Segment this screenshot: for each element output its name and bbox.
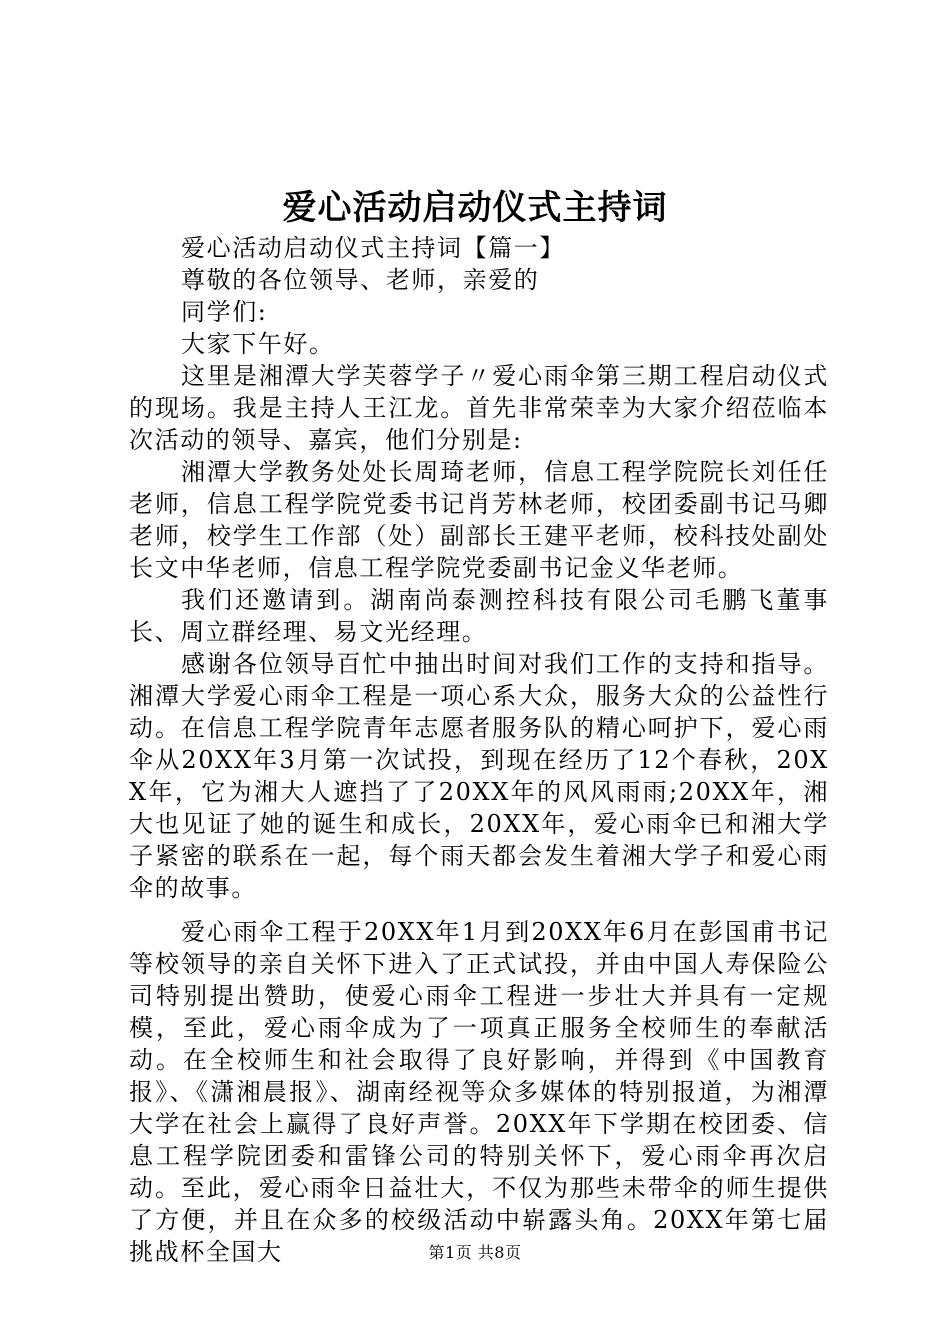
document-body — [129, 232, 829, 1268]
paragraph-history: 爱心雨伞工程于20XX年1月到20XX年6月在彭国甫书记等校领导的亲自关怀下进入了正式试投，并由中国人寿保险公司特别提出赞助，使爱心雨伞工程进一步壮大并具有一定规模，至此，爱心雨伞成为了一项真正服务全校师生的奉献活动。在全校师生和社会取得了良好影响，并得到《中国教育报》、《潇湘晨报》、湖南经视等众多媒体的特别报道，为湘潭大学在社会上赢得了良好声誉。20XX年下学期在校团委、信息工程学院团委和雷锋公司的特别关怀下，爱心雨伞再次启动。至此，爱心雨伞日益壮大，不仅为那些未带伞的师生提供了方便，并且在众多的校级活动中崭露头角。20XX年第七届挑战杯全国大 — [129, 918, 829, 1266]
paragraph-greeting: 尊敬的各位领导、老师，亲爱的 — [181, 266, 540, 294]
paragraph-thanks: 感谢各位领导百忙中抽出时间对我们工作的支持和指导。湘潭大学爱心雨伞工程是一项心系大众，服务大众的公益性行动。在信息工程学院青年志愿者服务队的精心呵护下，爱心雨伞从20XX年3月第一次试投，到现在经历了12个春秋，20XX年，它为湘大人遮挡了了20XX年的风风雨雨;20XX年，湘大也见证了她的诞生和成长，20XX年，爱心雨伞已和湘大学子紧密的联系在一起，每个雨天都会发生着湘大学子和爱心雨伞的故事。 — [129, 650, 829, 902]
paragraph-students: 同学们: — [181, 298, 268, 326]
paragraph-intro: 这里是湘潭大学芙蓉学子〃爱心雨伞第三期工程启动仪式的现场。我是主持人王江龙。首先非常荣幸为大家介绍莅临本次活动的领导、嘉宾，他们分别是: — [129, 362, 829, 454]
page-number: 第1页 共8页 — [428, 1243, 522, 1262]
paragraph-guests: 我们还邀请到。湖南尚泰测控科技有限公司毛鹏飞董事长、周立群经理、易文光经理。 — [129, 586, 829, 646]
document-title: 爱心活动启动仪式主持词 — [282, 188, 668, 228]
paragraph-leaders: 湘潭大学教务处处长周琦老师，信息工程学院院长刘任任老师，信息工程学院党委书记肖芳林老师，校团委副书记马卿老师，校学生工作部（处）副部长王建平老师，校科技处副处长文中华老师，信息工程学院党委副书记金义华老师。 — [129, 458, 829, 582]
paragraph-good-afternoon: 大家下午好。 — [181, 330, 335, 358]
paragraph-heading: 爱心活动启动仪式主持词【篇一】 — [181, 234, 565, 262]
